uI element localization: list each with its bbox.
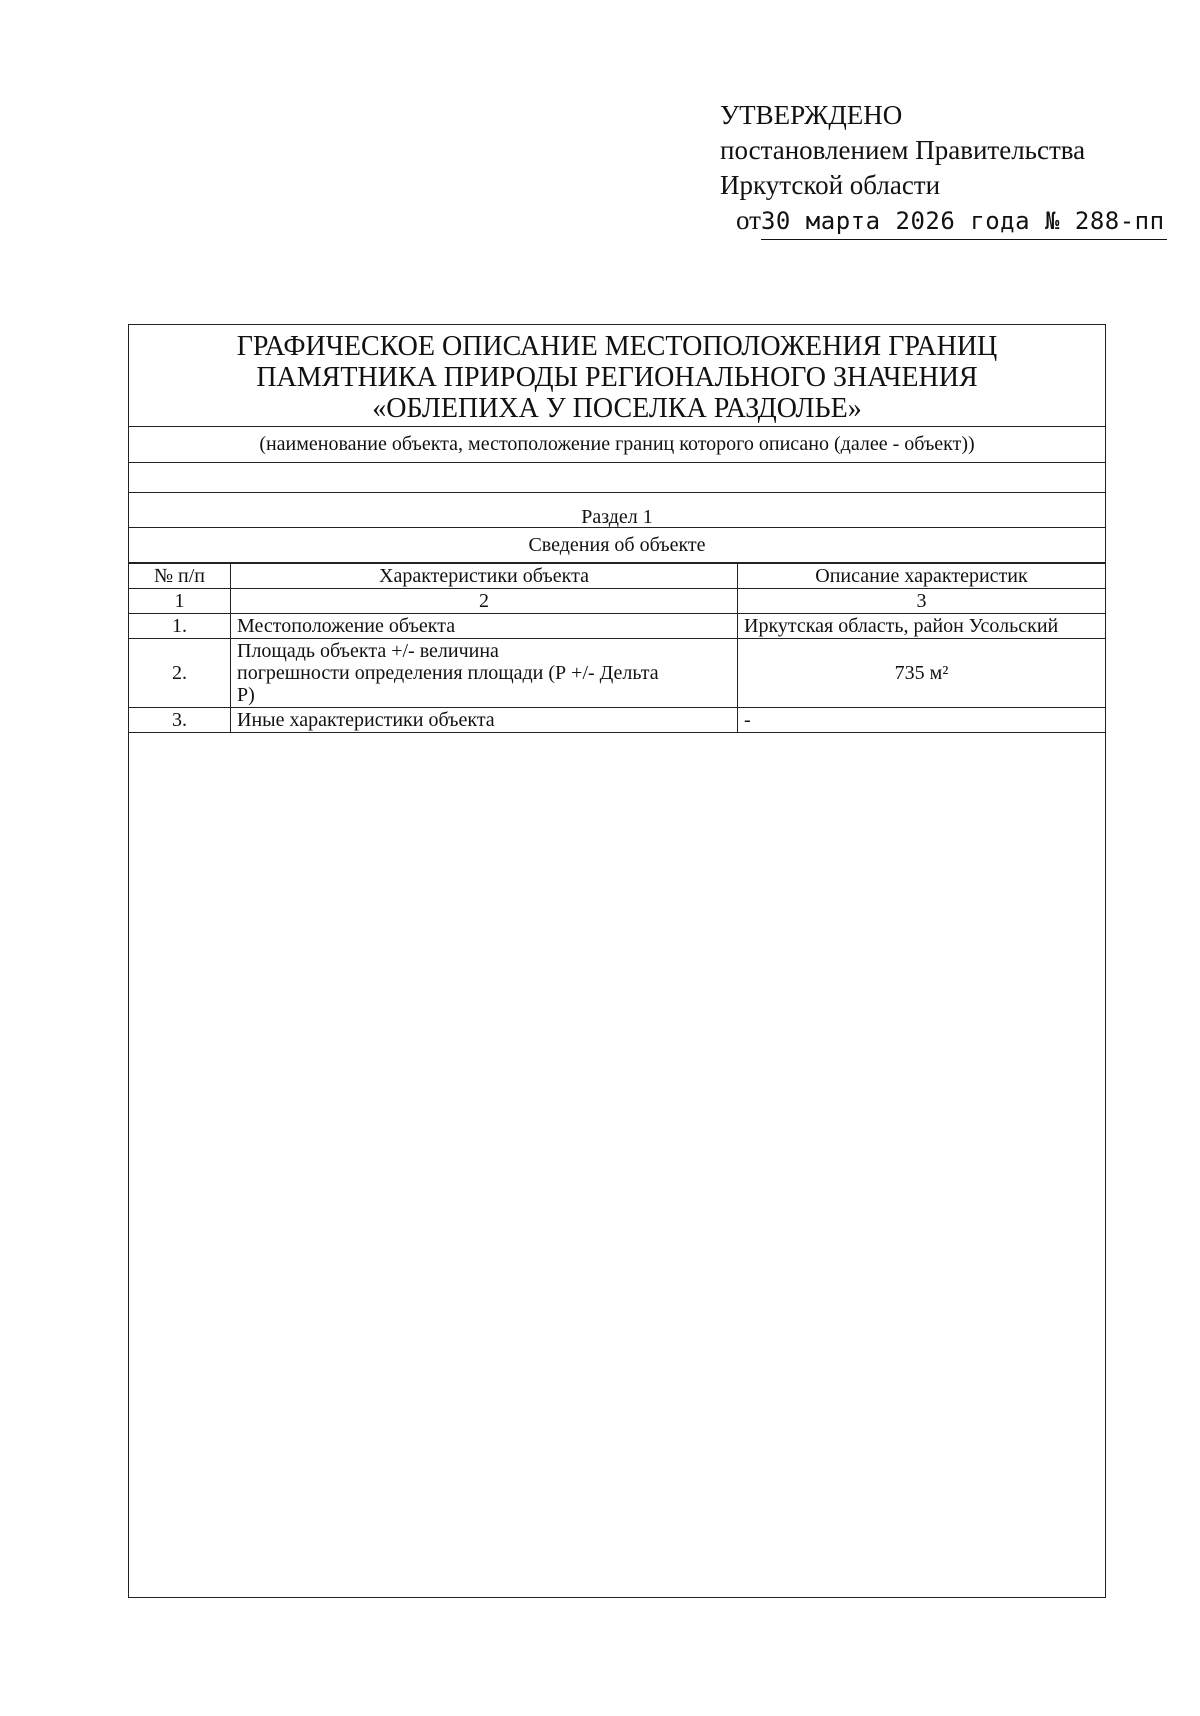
title-line-3: «ОБЛЕПИХА У ПОСЕЛКА РАЗДОЛЬЕ» (372, 393, 862, 424)
document-subtitle: (наименование объекта, местоположение границ которого описано (далее - объект)) (129, 427, 1105, 463)
row-characteristic-line-2: погрешности определения площади (Р +/- Дельта (237, 662, 659, 684)
approval-date-value: 30 марта 2026 года № 288-пп (761, 204, 1167, 240)
row-number: 2. (129, 639, 231, 708)
title-line-2: ПАМЯТНИКА ПРИРОДЫ РЕГИОНАЛЬНОГО ЗНАЧЕНИЯ (256, 362, 978, 393)
row-number: 3. (129, 708, 231, 733)
column-number-3: 3 (738, 589, 1106, 614)
row-description: 735 м² (738, 639, 1106, 708)
approval-date-prefix: от (736, 205, 761, 235)
approval-date-row (736, 203, 1167, 240)
object-info-table (129, 563, 1105, 733)
title-line-1: ГРАФИЧЕСКОЕ ОПИСАНИЕ МЕСТОПОЛОЖЕНИЯ ГРАНИЦ (236, 331, 998, 362)
header-number: № п/п (129, 564, 231, 589)
column-number-1: 1 (129, 589, 231, 614)
row-number: 1. (129, 614, 231, 639)
approval-line-resolution: постановлением Правительства (720, 135, 1086, 165)
spacer-row (129, 463, 1105, 493)
header-characteristic: Характеристики объекта (231, 564, 738, 589)
row-description: - (738, 708, 1106, 733)
section-title: Сведения об объекте (129, 527, 1105, 563)
approval-block (720, 98, 1167, 240)
approval-line-region: Иркутской области (720, 170, 941, 200)
row-characteristic: Местоположение объекта (231, 614, 738, 639)
approval-title: УТВЕРЖДЕНО (720, 100, 903, 130)
table-row (129, 614, 1105, 639)
column-number-2: 2 (231, 589, 738, 614)
table-header-row (129, 564, 1105, 589)
section-label: Раздел 1 (581, 506, 653, 528)
row-characteristic: Иные характеристики объекта (231, 708, 738, 733)
table-column-numbers-row (129, 589, 1105, 614)
table-row (129, 639, 1105, 708)
row-description: Иркутская область, район Усольский (738, 614, 1106, 639)
header-description: Описание характеристик (738, 564, 1106, 589)
document-title (129, 325, 1105, 427)
document-frame (128, 324, 1106, 1598)
table-row (129, 708, 1105, 733)
row-characteristic-line-3: Р) (237, 684, 255, 706)
row-characteristic (231, 639, 738, 708)
row-characteristic-line-1: Площадь объекта +/- величина (237, 640, 499, 662)
